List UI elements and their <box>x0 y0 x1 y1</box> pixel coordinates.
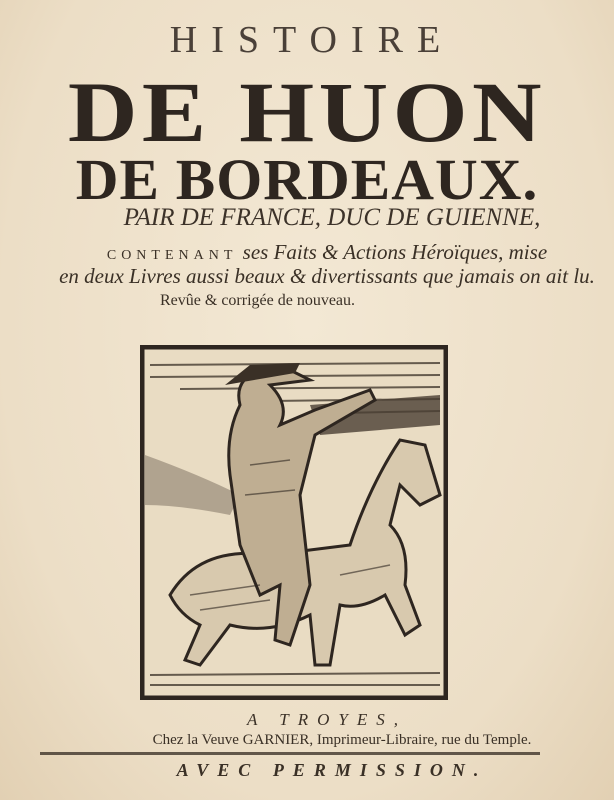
contenant: CONTENANT <box>106 248 238 263</box>
subtitle: PAIR DE FRANCE, DUC DE GUIENNE, <box>123 204 541 231</box>
divider-rule <box>40 752 540 755</box>
title-de-huon: DE HUON <box>67 64 547 160</box>
description-line-2: en deux Livres aussi beaux & divertissants que jamais on ait lu. <box>59 264 595 288</box>
place-of-printing: A TROYES, <box>246 710 408 729</box>
permission-note: AVEC PERMISSION. <box>176 760 488 780</box>
description-text: ses Faits & Actions Héroïques, mise <box>237 240 548 264</box>
printer-imprint: Chez la Veuve GARNIER, Imprimeur-Libraire, rue du Temple. <box>152 732 532 748</box>
title-histoire: HISTOIRE <box>169 19 455 61</box>
title-de-bordeaux: DE BORDEAUX. <box>75 147 539 212</box>
revision-note: Revûe & corrigée de nouveau. <box>160 292 356 309</box>
description-line-1 <box>0 240 614 265</box>
woodcut-rider-illustration <box>140 345 448 700</box>
